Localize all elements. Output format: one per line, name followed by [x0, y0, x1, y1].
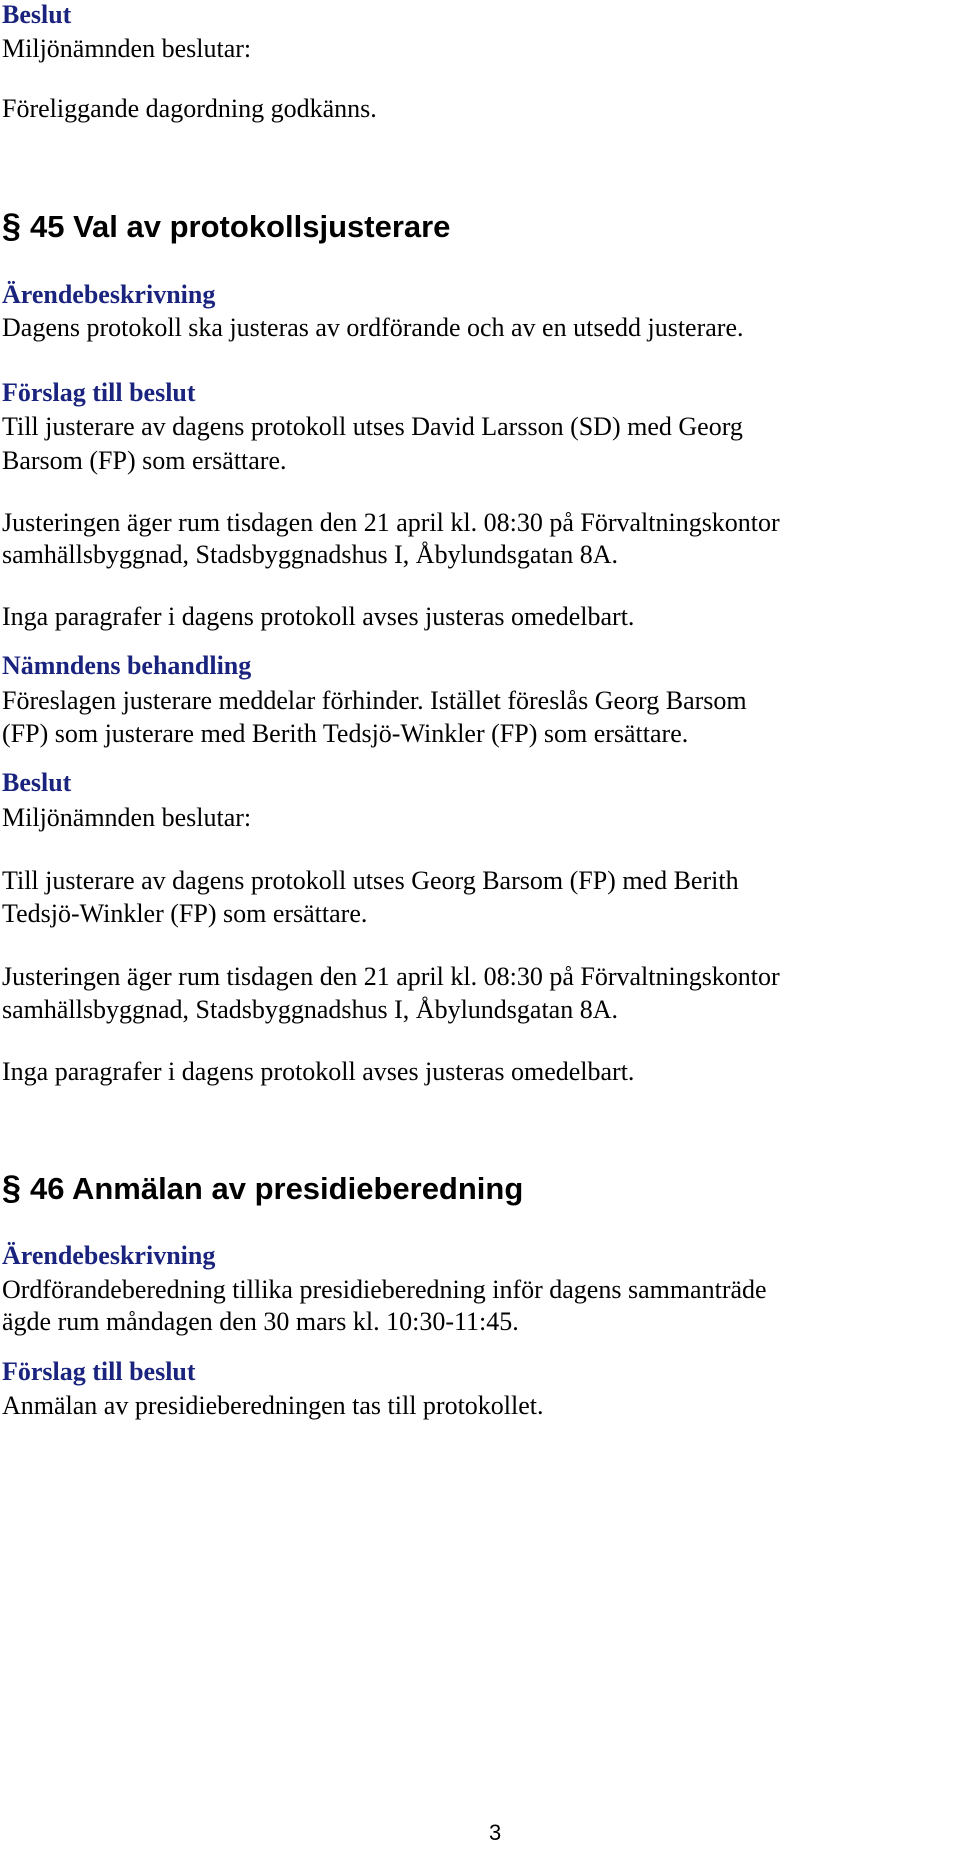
section-46-heading: [2, 1168, 523, 1209]
section-45-beslut-justering-line1: Justeringen äger rum tisdagen den 21 april kl. 08:30 på Förvaltningskontor: [2, 962, 780, 991]
top-decides-text: Miljönämnden beslutar:: [2, 34, 252, 63]
section-45-beslut-decides: Miljönämnden beslutar:: [2, 803, 252, 832]
paragraph-sign-icon: §: [2, 1169, 21, 1207]
page-number: 3: [489, 1820, 502, 1845]
section-45-behandling-label: Nämndens behandling: [2, 651, 252, 680]
section-45-beslut-line2: Tedsjö-Winkler (FP) som ersättare.: [2, 899, 368, 928]
top-decision-text: Föreliggande dagordning godkänns.: [2, 94, 377, 123]
section-45-beslut-line1: Till justerare av dagens protokoll utses Georg Barsom (FP) med Berith: [2, 866, 739, 895]
section-45-justering-line2: samhällsbyggnad, Stadsbyggnadshus I, Åbylundsgatan 8A.: [2, 540, 619, 569]
top-beslut-heading: Beslut: [2, 0, 72, 29]
section-45-beslut-justering-line2: samhällsbyggnad, Stadsbyggnadshus I, Åbylundsgatan 8A.: [2, 995, 619, 1024]
section-45-forslag-line2: Barsom (FP) som ersättare.: [2, 446, 287, 475]
section-46-arendebeskrivning-line1: Ordförandeberedning tillika presidieberedning inför dagens sammanträde: [2, 1275, 767, 1304]
section-46-forslag-label: Förslag till beslut: [2, 1357, 196, 1386]
section-46-arendebeskrivning-label: Ärendebeskrivning: [2, 1241, 216, 1270]
section-46-title: 46 Anmälan av presidieberedning: [30, 1171, 524, 1206]
section-45-arendebeskrivning-label: Ärendebeskrivning: [2, 280, 216, 309]
section-45-beslut-inga-paragrafer: Inga paragrafer i dagens protokoll avses justeras omedelbart.: [2, 1057, 635, 1086]
section-45-behandling-line2: (FP) som justerare med Berith Tedsjö-Winkler (FP) som ersättare.: [2, 719, 689, 748]
section-45-behandling-line1: Föreslagen justerare meddelar förhinder. Istället föreslås Georg Barsom: [2, 686, 747, 715]
section-45-title: 45 Val av protokollsjusterare: [30, 209, 451, 244]
section-46-arendebeskrivning-line2: ägde rum måndagen den 30 mars kl. 10:30-11:45.: [2, 1307, 519, 1336]
paragraph-sign-icon: §: [2, 207, 21, 245]
section-46-forslag-text: Anmälan av presidieberedningen tas till protokollet.: [2, 1391, 544, 1420]
section-45-arendebeskrivning-text: Dagens protokoll ska justeras av ordförande och av en utsedd justerare.: [2, 313, 744, 342]
section-45-heading: [2, 206, 450, 247]
section-45-forslag-label: Förslag till beslut: [2, 378, 196, 407]
section-45-forslag-line1: Till justerare av dagens protokoll utses David Larsson (SD) med Georg: [2, 412, 743, 441]
section-45-inga-paragrafer: Inga paragrafer i dagens protokoll avses justeras omedelbart.: [2, 602, 635, 631]
section-45-beslut-label: Beslut: [2, 768, 72, 797]
section-45-justering-line1: Justeringen äger rum tisdagen den 21 april kl. 08:30 på Förvaltningskontor: [2, 508, 780, 537]
